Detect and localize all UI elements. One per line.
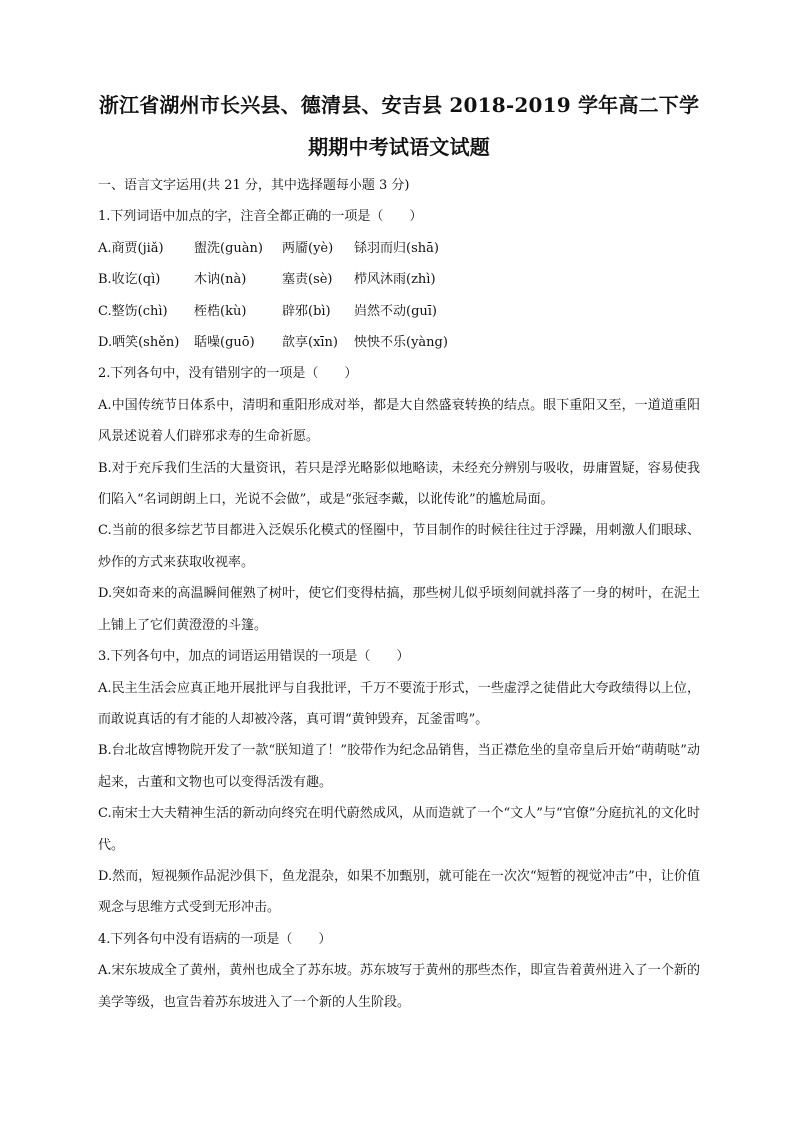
option-item: 岿然不动(guī) (354, 303, 437, 319)
option-item: 两靥(yè) (282, 240, 334, 256)
option-item: 辟邪(bì) (282, 303, 331, 319)
option-item: 铩羽而归(shā) (354, 240, 439, 256)
option-item: D.哂笑(shěn) (98, 335, 180, 351)
question-1-option-d (98, 327, 700, 358)
question-3-option-a: A.民主生活会应真正地开展批评与自我批评，千万不要流于形式，一些虚浮之徒借此大夸政绩得以上位，而敢说真话的有才能的人却被冷落，真可谓“黄钟毁弃，瓦釜雷鸣”。 (98, 680, 700, 727)
question-3-stem: 3.下列各句中，加点的词语运用错误的一项是（ ） (98, 649, 410, 665)
question-1-option-a (98, 233, 700, 264)
question-1-stem: 1.下列词语中加点的字，注音全都正确的一项是（ ） (98, 209, 423, 225)
question-2-option-d: D.突如奇来的高温瞬间催熟了树叶，使它们变得枯搞，那些树儿似乎顷刻间就抖落了一身的树叶，在泥土上铺上了它们黄澄澄的斗篷。 (98, 586, 700, 633)
question-3-option-d: D.然而，短视频作品泥沙俱下，鱼龙混杂，如果不加甄别，就可能在一次次“短暂的视觉冲击”中，让价值观念与思维方式受到无形冲击。 (98, 868, 700, 916)
option-item: 盥洗(guàn) (194, 240, 263, 256)
title-line-2: 期期中考试语文试题 (308, 135, 490, 159)
question-2-option-a: A.中国传统节日体系中，清明和重阳形成对举，都是大自然盛衰转换的结点。眼下重阳又至，一道道重阳风景述说着人们辟邪求寿的生命祈愿。 (98, 397, 700, 445)
option-item: B.收讫(qì) (98, 272, 161, 288)
option-item: 桎梏(kù) (194, 303, 247, 319)
question-2-option-b: B.对于充斥我们生活的大量资讯，若只是浮光略影似地略读，未经充分辨别与吸收，毋庸置疑，容易使我们陷入“名词朗朗上口，光说不会做”，或是“张冠李戴，以讹传讹”的尴尬局面。 (98, 460, 700, 508)
option-item: A.商贾(jiǎ) (98, 240, 164, 256)
question-3-option-b: B.台北故宫博物院开发了一款“朕知道了！”胶带作为纪念品销售，当正襟危坐的皇帝皇后开始“萌萌哒”动起来，古董和文物也可以变得活泼有趣。 (98, 743, 700, 790)
option-item: 栉风沐雨(zhì) (354, 272, 436, 288)
option-item: 木讷(nà) (194, 272, 247, 288)
question-1-option-c (98, 296, 700, 327)
section-heading: 一、语言文字运用(共 21 分，其中选择题每小题 3 分) (98, 178, 410, 193)
question-4-stem: 4.下列各句中没有语病的一项是（ ） (98, 931, 332, 947)
question-1-option-b (98, 264, 700, 295)
option-item: C.整饬(chì) (98, 303, 168, 319)
option-item: 塞责(sè) (282, 272, 333, 288)
question-4-option-a: A.宋东坡成全了黄州，黄州也成全了苏东坡。苏东坡写于黄州的那些杰作，即宣告着黄州进入了一个新的美学等级，也宣告着苏东坡进入了一个新的人生阶段。 (98, 963, 700, 1010)
question-2-stem: 2.下列各句中，没有错别字的一项是（ ） (98, 366, 358, 382)
option-item: 聒噪(guō) (194, 335, 255, 351)
question-3-option-c: C.南宋士大夫精神生活的新动向终究在明代蔚然成风，从而造就了一个“文人”与“官僚”分庭抗礼的文化时代。 (98, 806, 700, 853)
question-2-option-c: C.当前的很多综艺节目都进入泛娱乐化模式的怪圈中，节目制作的时候往往过于浮躁，用刺激人们眼球、炒作的方式来获取收视率。 (98, 523, 700, 570)
option-item: 歆享(xīn) (282, 335, 339, 351)
title-line-1: 浙江省湖州市长兴县、德清县、安吉县 2018-2019 学年高二下学 (98, 93, 700, 117)
option-item: 怏怏不乐(yàng) (354, 335, 448, 351)
document-title (98, 84, 700, 168)
